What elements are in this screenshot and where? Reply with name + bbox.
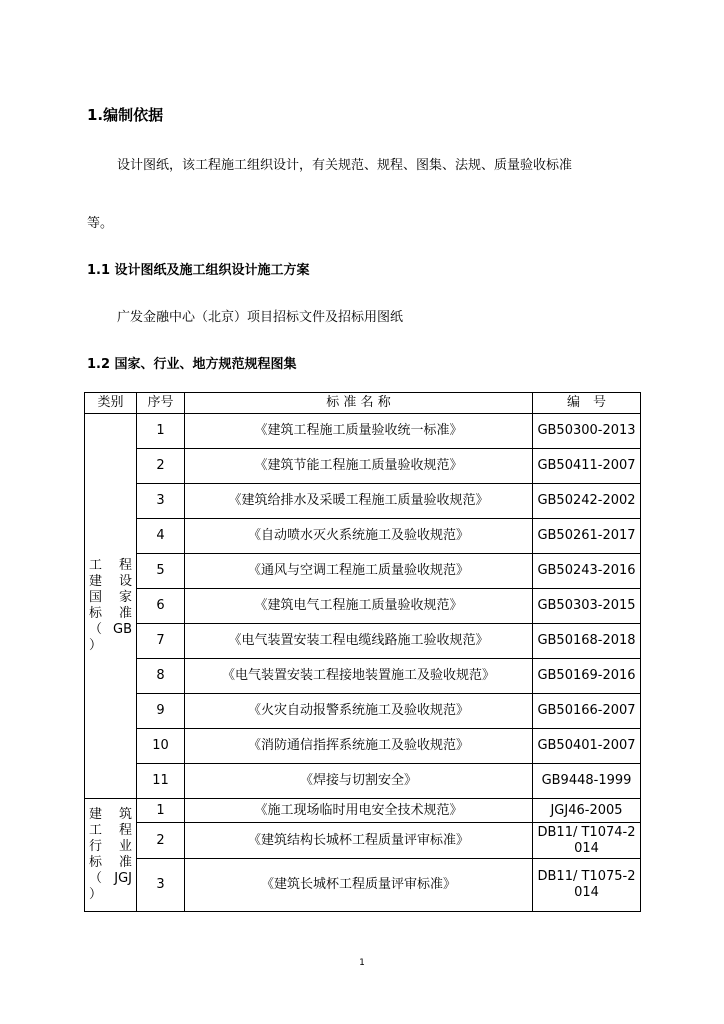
table-row bbox=[85, 519, 641, 554]
row-number: 10 bbox=[137, 729, 185, 764]
standard-code: JGJ46-2005 bbox=[533, 799, 641, 823]
standard-name: 《建筑电气工程施工质量验收规范》 bbox=[185, 589, 533, 624]
row-number: 7 bbox=[137, 624, 185, 659]
table-header-row bbox=[85, 393, 641, 414]
row-number: 6 bbox=[137, 589, 185, 624]
standard-name: 《自动喷水灭火系统施工及验收规范》 bbox=[185, 519, 533, 554]
standard-name: 《施工现场临时用电安全技术规范》 bbox=[185, 799, 533, 823]
intro-paragraph-line-2: 等。 bbox=[87, 216, 114, 231]
subsection-1-1-text: 广发金融中心（北京）项目招标文件及招标用图纸 bbox=[117, 310, 404, 325]
standard-name: 《建筑长城杯工程质量评审标准》 bbox=[185, 859, 533, 912]
table-row bbox=[85, 823, 641, 859]
standard-name: 《火灾自动报警系统施工及验收规范》 bbox=[185, 694, 533, 729]
table-row bbox=[85, 799, 641, 823]
row-number: 1 bbox=[137, 799, 185, 823]
standard-name: 《焊接与切割安全》 bbox=[185, 764, 533, 799]
section-heading-basis: 1.编制依据 bbox=[87, 106, 164, 124]
row-number: 8 bbox=[137, 659, 185, 694]
standard-name: 《建筑结构长城杯工程质量评审标准》 bbox=[185, 823, 533, 859]
table-row bbox=[85, 859, 641, 912]
row-number: 1 bbox=[137, 414, 185, 449]
row-number: 2 bbox=[137, 823, 185, 859]
row-number: 4 bbox=[137, 519, 185, 554]
standard-name: 《电气装置安装工程接地装置施工及验收规范》 bbox=[185, 659, 533, 694]
standard-code: GB50303-2015 bbox=[533, 589, 641, 624]
standard-name: 《通风与空调工程施工质量验收规范》 bbox=[185, 554, 533, 589]
subsection-heading-1-2: 1.2 国家、行业、地方规范规程图集 bbox=[87, 357, 297, 372]
standard-code: GB50168-2018 bbox=[533, 624, 641, 659]
header-standard-name: 标 准 名 称 bbox=[185, 393, 533, 414]
category-label: 工 程 建 设 国 家 标 准 （ GB ） bbox=[89, 558, 132, 653]
standard-name: 《消防通信指挥系统施工及验收规范》 bbox=[185, 729, 533, 764]
standard-name: 《电气装置安装工程电缆线路施工验收规范》 bbox=[185, 624, 533, 659]
table-row bbox=[85, 729, 641, 764]
standard-name: 《建筑工程施工质量验收统一标准》 bbox=[185, 414, 533, 449]
table-row bbox=[85, 554, 641, 589]
table-row bbox=[85, 764, 641, 799]
standards-table bbox=[84, 392, 641, 912]
header-code: 编 号 bbox=[533, 393, 641, 414]
table-row bbox=[85, 589, 641, 624]
row-number: 2 bbox=[137, 449, 185, 484]
table-row bbox=[85, 659, 641, 694]
category-label: 建 筑 工 程 行 业 标 准 （ JGJ ） bbox=[89, 807, 132, 902]
table-row bbox=[85, 624, 641, 659]
standard-name: 《建筑节能工程施工质量验收规范》 bbox=[185, 449, 533, 484]
standard-code: GB50243-2016 bbox=[533, 554, 641, 589]
standard-code: GB50242-2002 bbox=[533, 484, 641, 519]
standard-code: DB11/ T1075-2014 bbox=[533, 859, 641, 912]
page-number: 1 bbox=[359, 958, 365, 968]
standard-code: GB50261-2017 bbox=[533, 519, 641, 554]
row-number: 9 bbox=[137, 694, 185, 729]
row-number: 5 bbox=[137, 554, 185, 589]
subsection-heading-1-1: 1.1 设计图纸及施工组织设计施工方案 bbox=[87, 263, 310, 278]
row-number: 11 bbox=[137, 764, 185, 799]
row-number: 3 bbox=[137, 484, 185, 519]
header-category: 类别 bbox=[85, 393, 137, 414]
header-number: 序号 bbox=[137, 393, 185, 414]
standard-code: DB11/ T1074-2014 bbox=[533, 823, 641, 859]
standard-code: GB50411-2007 bbox=[533, 449, 641, 484]
standard-name: 《建筑给排水及采暖工程施工质量验收规范》 bbox=[185, 484, 533, 519]
table-row bbox=[85, 449, 641, 484]
table-row bbox=[85, 414, 641, 449]
standard-code: GB50166-2007 bbox=[533, 694, 641, 729]
table-row bbox=[85, 484, 641, 519]
standard-code: GB9448-1999 bbox=[533, 764, 641, 799]
standard-code: GB50401-2007 bbox=[533, 729, 641, 764]
category-cell-gb bbox=[85, 414, 137, 799]
standard-code: GB50300-2013 bbox=[533, 414, 641, 449]
category-cell-jgj bbox=[85, 799, 137, 912]
standard-code: GB50169-2016 bbox=[533, 659, 641, 694]
intro-paragraph-line-1: 设计图纸，该工程施工组织设计，有关规范、规程、图集、法规、质量验收标准 bbox=[117, 158, 573, 173]
row-number: 3 bbox=[137, 859, 185, 912]
table-row bbox=[85, 694, 641, 729]
